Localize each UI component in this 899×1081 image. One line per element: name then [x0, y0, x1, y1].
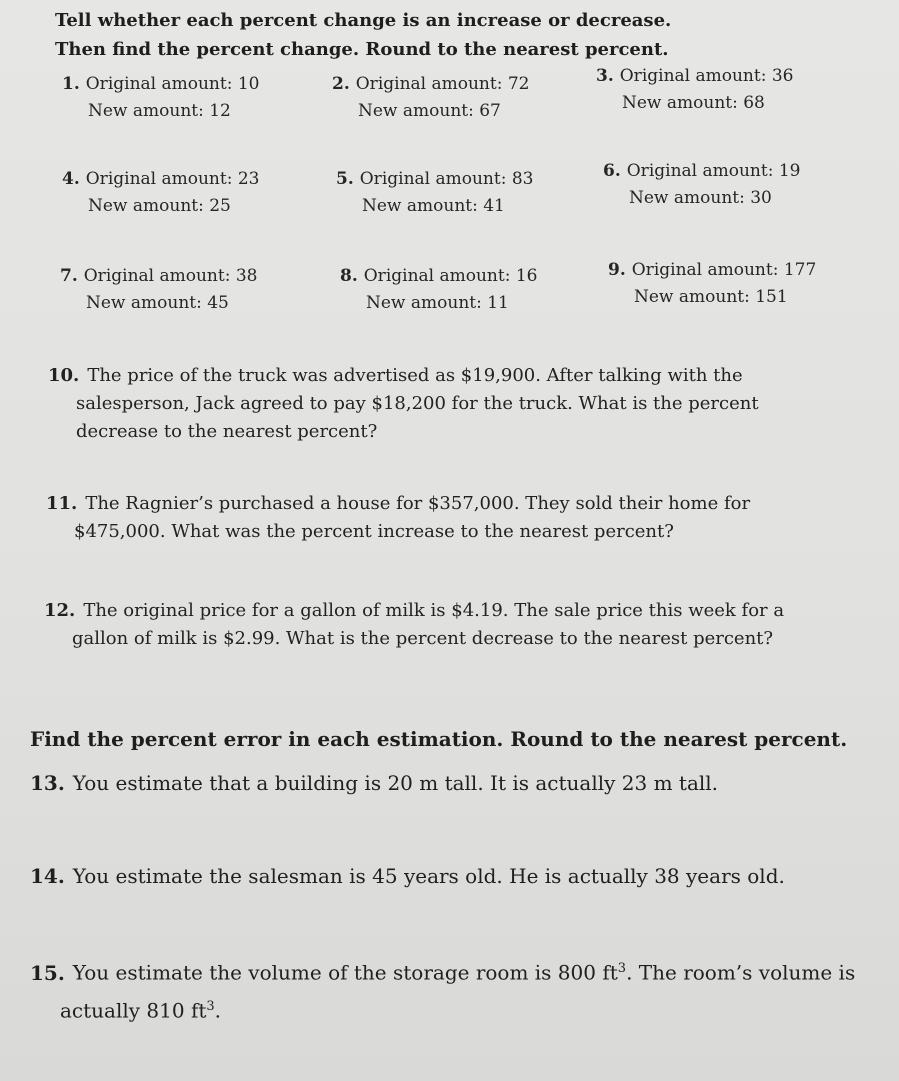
problem-number: 8. [340, 266, 358, 286]
original-amount: Original amount: 23 [85, 169, 260, 189]
problem-text-line: You estimate the volume of the storage room is 800 ft [72, 960, 618, 985]
word-problem-10 [48, 362, 848, 446]
problem-text-line: decrease to the nearest percent? [76, 421, 378, 442]
problem-number: 4. [62, 169, 80, 189]
new-amount: New amount: 11 [366, 293, 509, 313]
problem-number: 1. [62, 74, 80, 94]
estimation-problem-15 [30, 952, 890, 1027]
problem-number: 11. [46, 493, 78, 514]
original-amount: Original amount: 177 [631, 260, 817, 280]
new-amount: New amount: 45 [86, 293, 229, 313]
problem-4 [62, 166, 259, 220]
new-amount: New amount: 67 [358, 101, 501, 121]
original-amount: Original amount: 72 [355, 74, 530, 94]
original-amount: Original amount: 36 [619, 66, 794, 86]
problem-text-line: The price of the truck was advertised as $19,900. After talking with the [87, 365, 743, 386]
problem-number: 13. [30, 771, 65, 795]
problem-number: 14. [30, 864, 65, 888]
new-amount: New amount: 30 [629, 188, 772, 208]
problem-number: 6. [603, 161, 621, 181]
new-amount: New amount: 151 [634, 287, 788, 307]
problem-number: 3. [596, 66, 614, 86]
original-amount: Original amount: 38 [83, 266, 258, 286]
new-amount: New amount: 12 [88, 101, 231, 121]
exponent: 3 [206, 998, 215, 1014]
problem-9 [608, 257, 816, 311]
problem-text-line: gallon of milk is $2.99. What is the percent decrease to the nearest percent? [72, 628, 774, 649]
problem-1 [62, 71, 259, 125]
word-problem-12 [44, 597, 884, 653]
problem-8 [340, 263, 537, 317]
problem-3 [596, 63, 793, 117]
instructions-percent-change: Tell whether each percent change is an increase or decrease. Then find the percent change. Round to the nearest percent. [55, 10, 672, 60]
problem-number: 2. [332, 74, 350, 94]
problem-text-line: You estimate that a building is 20 m tall. It is actually 23 m tall. [72, 771, 719, 795]
problem-number: 5. [336, 169, 354, 189]
problem-text-line: The Ragnier’s purchased a house for $357,000. They sold their home for [85, 493, 751, 514]
new-amount: New amount: 68 [622, 93, 765, 113]
problem-number: 12. [44, 600, 76, 621]
problem-text-line: You estimate the salesman is 45 years old. He is actually 38 years old. [72, 864, 785, 888]
problem-text-line-2 [30, 990, 890, 1028]
new-amount: New amount: 41 [362, 196, 505, 216]
problem-text-line: . The room’s volume is [626, 960, 856, 985]
problem-text-line: $475,000. What was the percent increase to the nearest percent? [74, 521, 674, 542]
exponent: 3 [617, 961, 627, 976]
instructions-percent-error: Find the percent error in each estimation. Round to the nearest percent. [30, 727, 848, 751]
original-amount: Original amount: 83 [359, 169, 534, 189]
estimation-problem-14 [30, 859, 880, 893]
original-amount: Original amount: 16 [363, 266, 538, 286]
problem-2 [332, 71, 529, 125]
original-amount: Original amount: 10 [85, 74, 260, 94]
problem-text: actually 810 ft [60, 998, 207, 1023]
problem-number: 10. [48, 365, 80, 386]
problem-text-line: The original price for a gallon of milk is $4.19. The sale price this week for a [83, 600, 785, 621]
estimation-problem-13 [30, 766, 880, 800]
problem-5 [336, 166, 533, 220]
original-amount: Original amount: 19 [626, 161, 801, 181]
problem-6 [603, 158, 800, 212]
problem-number: 9. [608, 260, 626, 280]
problem-text-line: salesperson, Jack agreed to pay $18,200 for the truck. What is the percent [76, 393, 759, 414]
new-amount: New amount: 25 [88, 196, 231, 216]
word-problem-11 [46, 490, 866, 546]
problem-number: 7. [60, 266, 78, 286]
problem-7 [60, 263, 257, 317]
problem-text: . [214, 998, 222, 1023]
problem-number: 15. [30, 960, 65, 985]
